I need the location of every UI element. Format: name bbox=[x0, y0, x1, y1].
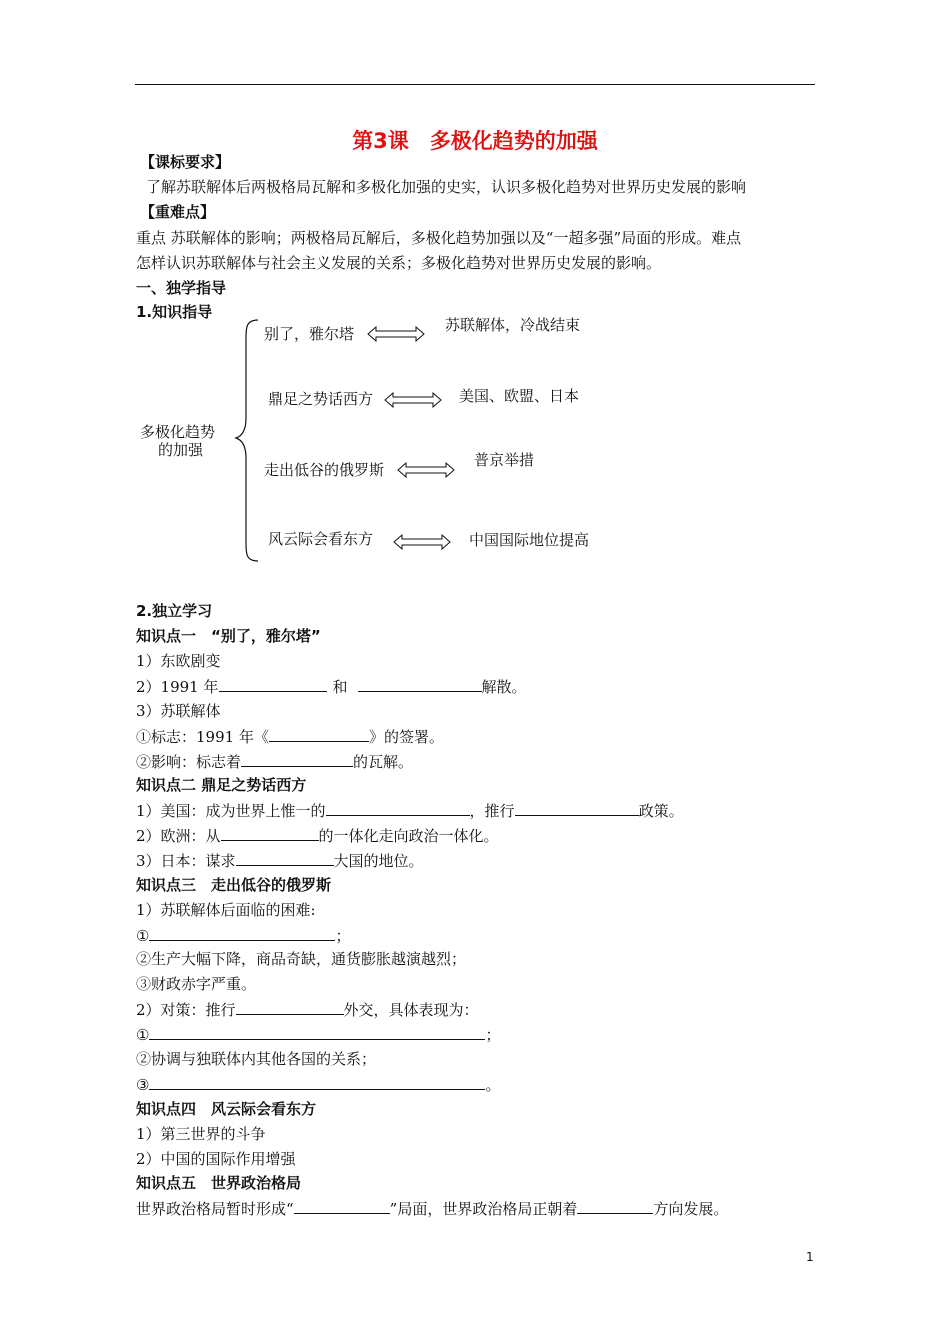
fill-blank[interactable] bbox=[515, 801, 639, 816]
diagram-result-east: 中国国际地位提高 bbox=[469, 531, 590, 549]
fill-blank[interactable] bbox=[294, 1199, 390, 1214]
k4-line-2: 2）中国的国际作用增强 bbox=[136, 1150, 296, 1168]
k3-line-2: ① ； bbox=[136, 927, 351, 945]
fill-blank[interactable] bbox=[149, 1025, 485, 1040]
fill-blank[interactable] bbox=[149, 926, 335, 941]
k3-line-3: ②生产大幅下降，商品奇缺，通货膨胀越演越烈； bbox=[136, 950, 467, 968]
k3-line-8: ③ 。 bbox=[136, 1076, 501, 1094]
diagram-result-russia: 普京举措 bbox=[474, 451, 535, 469]
diagram-result-yalta: 苏联解体，冷战结束 bbox=[445, 316, 581, 334]
k3-line-4: ③财政赤字严重。 bbox=[136, 975, 257, 993]
part-heading-guide: 一、独学指导 bbox=[136, 279, 227, 297]
diagram-item-west: 鼎足之势话西方 bbox=[268, 390, 374, 408]
k1-line-1: 1）东欧剧变 bbox=[136, 652, 221, 670]
k3-line-6: ① ； bbox=[136, 1026, 501, 1044]
standards-text: 了解苏联解体后两极格局瓦解和多极化加强的史实，认识多极化趋势对世界历史发展的影响 bbox=[146, 178, 747, 196]
fill-blank[interactable] bbox=[269, 727, 369, 742]
key-points-line-2: 怎样认识苏联解体与社会主义发展的关系；多极化趋势对世界历史发展的影响。 bbox=[136, 254, 662, 272]
subheading-independent-study: 2.独立学习 bbox=[136, 602, 213, 620]
diagram-item-east: 风云际会看东方 bbox=[268, 530, 374, 548]
page-number: 1 bbox=[806, 1250, 814, 1264]
k3-heading: 知识点三 走出低谷的俄罗斯 bbox=[136, 876, 332, 894]
fill-blank[interactable] bbox=[241, 752, 353, 767]
double-arrow-icon bbox=[393, 534, 451, 550]
k5-line-1: 世界政治格局暂时形成“ ”局面，世界政治格局正朝着 方向发展。 bbox=[136, 1200, 729, 1218]
subheading-knowledge-guide: 1.知识指导 bbox=[136, 303, 213, 321]
fill-blank[interactable] bbox=[236, 1000, 344, 1015]
diagram-item-russia: 走出低谷的俄罗斯 bbox=[264, 461, 385, 479]
double-arrow-icon bbox=[384, 392, 442, 408]
k1-line-2: 2）1991 年 和 解散。 bbox=[136, 678, 527, 696]
k1-heading: 知识点一 “别了，雅尔塔” bbox=[136, 627, 321, 645]
k1-line-5: ②影响：标志着 的瓦解。 bbox=[136, 753, 414, 771]
k2-line-1: 1）美国：成为世界上惟一的 ，推行 政策。 bbox=[136, 802, 684, 820]
section-heading-key-points: 【重难点】 bbox=[140, 203, 216, 221]
fill-blank[interactable] bbox=[577, 1199, 653, 1214]
fill-blank[interactable] bbox=[236, 851, 334, 866]
diagram-center-label-1: 多极化趋势 bbox=[140, 423, 216, 441]
fill-blank[interactable] bbox=[358, 677, 482, 692]
curly-brace-icon bbox=[232, 318, 262, 563]
k5-heading: 知识点五 世界政治格局 bbox=[136, 1174, 302, 1192]
page-title: 第3课 多极化趋势的加强 bbox=[352, 129, 598, 153]
k3-line-5: 2）对策：推行 外交，具体表现为： bbox=[136, 1001, 479, 1019]
k3-line-7: ②协调与独联体内其他各国的关系； bbox=[136, 1050, 377, 1068]
fill-blank[interactable] bbox=[326, 801, 470, 816]
key-points-line-1: 重点 苏联解体的影响；两极格局瓦解后，多极化趋势加强以及“一超多强”局面的形成。难点 bbox=[136, 229, 742, 247]
fill-blank[interactable] bbox=[219, 677, 327, 692]
k4-heading: 知识点四 风云际会看东方 bbox=[136, 1100, 317, 1118]
k1-line-4: ①标志：1991 年《 》的签署。 bbox=[136, 728, 444, 746]
k1-line-3: 3）苏联解体 bbox=[136, 702, 221, 720]
k2-line-3: 3）日本：谋求 大国的地位。 bbox=[136, 852, 424, 870]
diagram-item-yalta: 别了，雅尔塔 bbox=[264, 325, 355, 343]
diagram-center-label-2: 的加强 bbox=[158, 441, 204, 459]
fill-blank[interactable] bbox=[149, 1075, 485, 1090]
k3-line-1: 1）苏联解体后面临的困难: bbox=[136, 901, 316, 919]
double-arrow-icon bbox=[367, 326, 425, 342]
header-rule bbox=[135, 84, 815, 85]
k2-heading: 知识点二 鼎足之势话西方 bbox=[136, 776, 307, 794]
double-arrow-icon bbox=[397, 462, 455, 478]
fill-blank[interactable] bbox=[221, 826, 319, 841]
diagram-result-west: 美国、欧盟、日本 bbox=[459, 387, 580, 405]
k2-line-2: 2）欧洲：从 的一体化走向政治一体化。 bbox=[136, 827, 499, 845]
k4-line-1: 1）第三世界的斗争 bbox=[136, 1125, 266, 1143]
section-heading-standards: 【课标要求】 bbox=[140, 153, 231, 171]
